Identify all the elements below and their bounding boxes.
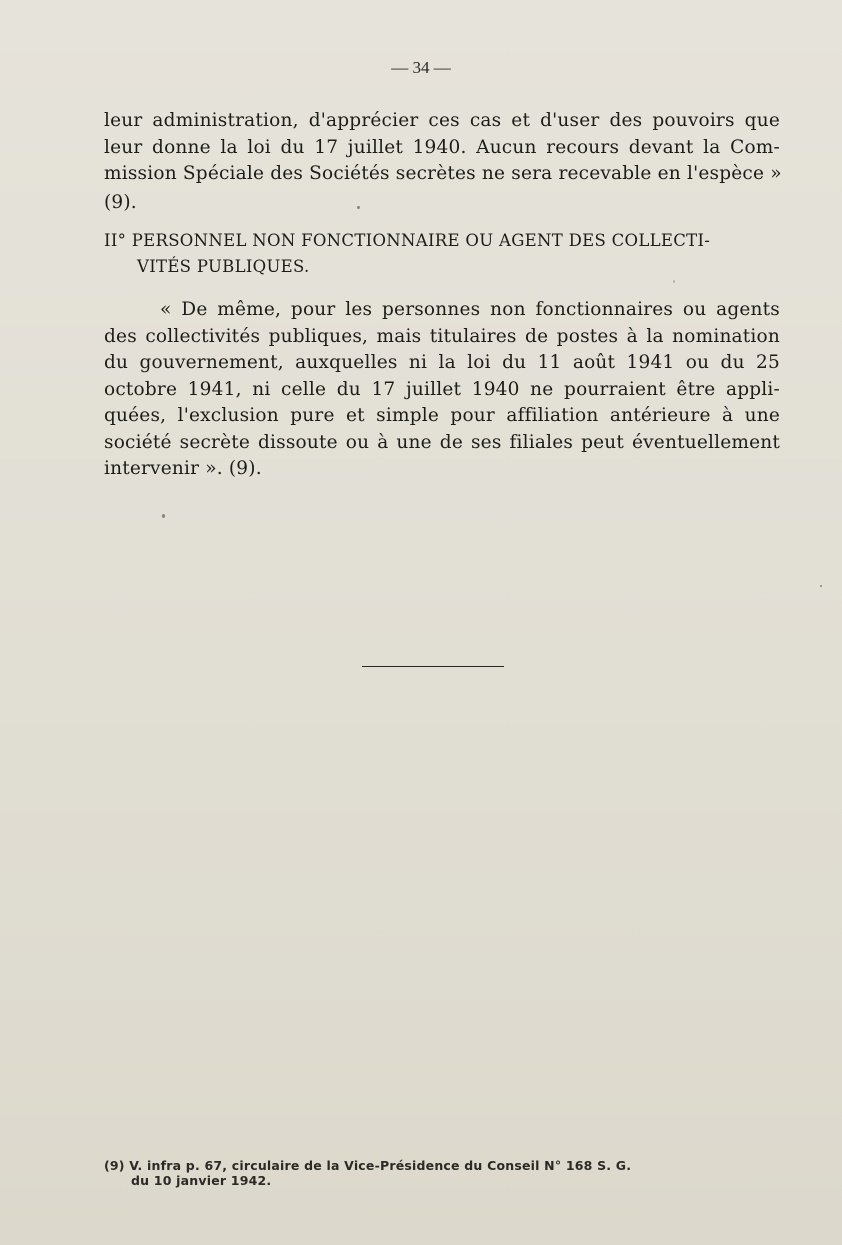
footnote	[104, 1158, 784, 1188]
paragraph-1	[104, 108, 780, 216]
footnote-line-2: du 10 janvier 1942.	[131, 1173, 272, 1188]
paragraph-2-line: quées, l'exclusion pure et simple pour affiliation antérieure à une	[104, 405, 780, 426]
section-heading-line-2: VITÉS PUBLIQUES.	[137, 257, 310, 276]
paragraph-2-line: intervenir ». (9).	[104, 458, 262, 479]
section-heading	[104, 228, 764, 280]
paragraph-1-line: leur administration, d'apprécier ces cas et d'user des pouvoirs que	[104, 110, 780, 131]
page-number: — 34 —	[391, 58, 451, 77]
paper-speck	[820, 585, 822, 587]
paragraph-2-line: octobre 1941, ni celle du 17 juillet 1940 ne pourraient être appli-	[104, 378, 780, 400]
paper-speck	[162, 514, 165, 518]
paragraph-2-line: société secrète dissoute ou à une de ses filiales peut éventuellement	[104, 431, 780, 453]
paragraph-2	[104, 297, 780, 483]
paragraph-1-line: mission Spéciale des Sociétés secrètes ne sera recevable en l'espèce »	[104, 163, 782, 184]
paper-speck	[673, 280, 675, 283]
paragraph-2-line: des collectivités publiques, mais titulaires de postes à la nomination	[104, 325, 780, 347]
footnote-separator-rule	[362, 666, 504, 667]
paragraph-1-line: (9).	[104, 191, 137, 213]
footnote-line-1: (9) V. infra p. 67, circulaire de la Vice-Présidence du Conseil N° 168 S. G.	[104, 1158, 632, 1173]
section-heading-line-1: II° PERSONNEL NON FONCTIONNAIRE OU AGENT DES COLLECTI-	[104, 231, 711, 250]
paragraph-2-line: du gouvernement, auxquelles ni la loi du 11 août 1941 ou du 25	[104, 352, 780, 373]
paragraph-2-line: « De même, pour les personnes non fonctionnaires ou agents	[160, 299, 780, 320]
paper-speck	[357, 206, 360, 209]
paragraph-1-line: leur donne la loi du 17 juillet 1940. Aucun recours devant la Com-	[104, 136, 780, 158]
